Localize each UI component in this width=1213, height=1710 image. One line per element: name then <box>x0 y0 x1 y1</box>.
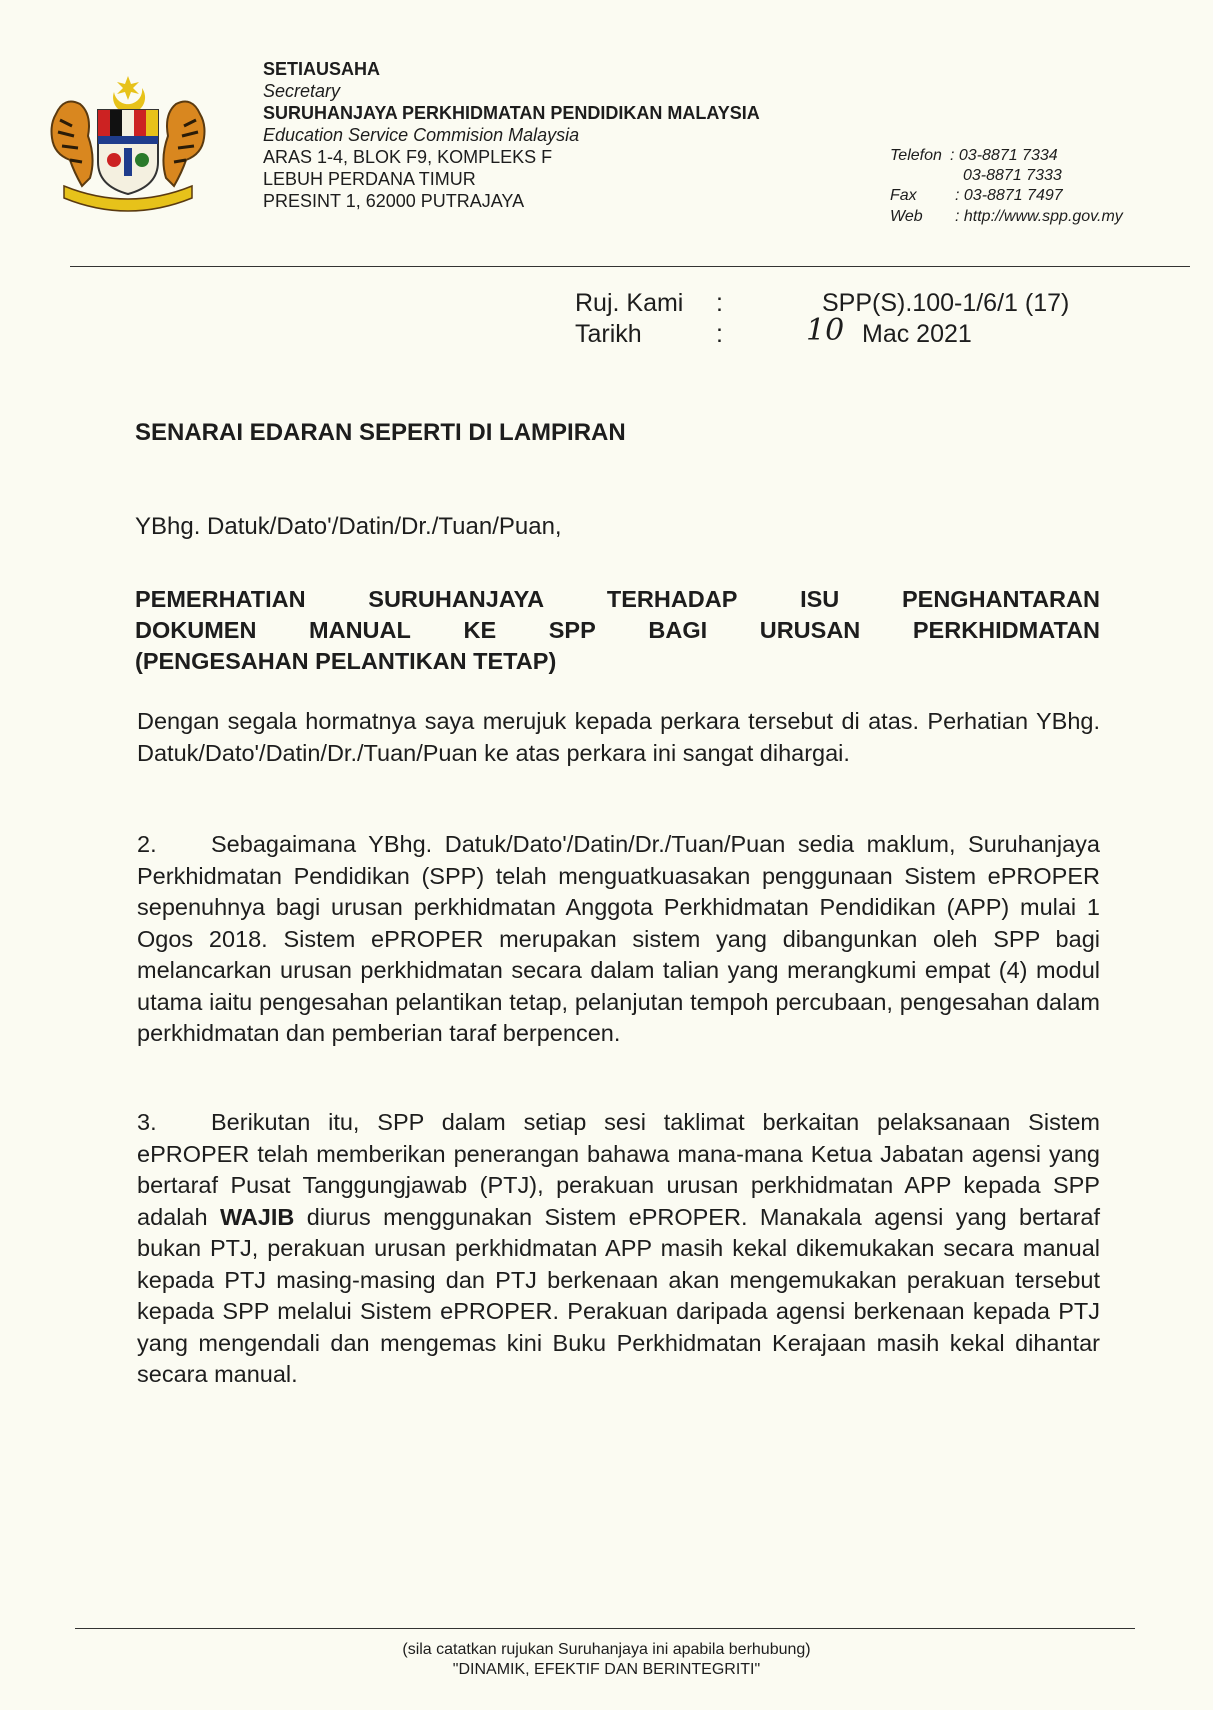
fax-number: : 03-8871 7497 <box>955 187 1063 204</box>
footer-divider <box>75 1628 1135 1629</box>
date-day-handwritten: 10 <box>806 313 845 348</box>
paragraph-2-number: 2. <box>137 831 157 857</box>
organization-name-en: Education Service Commision Malaysia <box>263 125 580 145</box>
date-separator: : <box>716 320 723 348</box>
recipient-heading: SENARAI EDARAN SEPERTI DI LAMPIRAN <box>135 419 626 446</box>
paragraph-3-emphasis: WAJIB <box>219 1203 295 1230</box>
date-month-year: Mac 2021 <box>862 320 972 348</box>
paragraph-1: Dengan segala hormatnya saya merujuk kepada perkara tersebut di atas. Perhatian YBhg. Datuk/Dato'/Datin/Dr./Tuan/Puan ke atas perkara ini sangat dihargai. <box>137 708 1100 766</box>
office-title-en: Secretary <box>263 81 341 101</box>
header-divider <box>70 266 1190 267</box>
web-label: Web <box>890 208 923 225</box>
subject-heading <box>135 584 1100 677</box>
web-link: : http://www.spp.gov.my <box>955 208 1123 225</box>
date-label: Tarikh <box>575 320 642 348</box>
paragraph-2-text: Sebagaimana YBhg. Datuk/Dato'/Datin/Dr./Tuan/Puan sedia maklum, Suruhanjaya Perkhidmatan Pendidikan (SPP) telah menguatkuasakan penggunaan Sistem ePROPER sepenuhnya bagi urusan perkhidmatan Anggota Perkhidmatan Pendidikan (APP) mulai 1 Ogos 2018. Sistem ePROPER merupakan sistem yang dibangunkan oleh SPP bagi melancarkan urusan perkhidmatan secara dalam talian yang merangkumi empat (4) modul utama iaitu pengesahan pelantikan tetap, pelanjutan tempoh percubaan, pengesahan dalam perkhidmatan dan pemberian taraf berpencen. <box>137 831 1100 1046</box>
paragraph-3-text-b: diurus menggunakan Sistem ePROPER. Manakala agensi yang bertaraf bukan PTJ, perakuan urusan perkhidmatan APP masih kekal dikemukakan secara manual kepada PTJ masing-masing dan PTJ berkenaan akan mengemukakan perakuan tersebut kepada SPP melalui Sistem ePROPER. Perakuan daripada agensi berkenaan kepada PTJ yang mengendali dan mengemas kini Buku Perkhidmatan Kerajaan masih kekal dihantar secara manual. <box>137 1203 1101 1387</box>
phone-label: Telefon <box>890 147 942 164</box>
address-line-2: LEBUH PERDANA TIMUR <box>263 169 476 189</box>
phone-number-2: 03-8871 7333 <box>963 167 1062 184</box>
subject-line-3: (PENGESAHAN PELANTIKAN TETAP) <box>135 648 557 674</box>
ref-label: Ruj. Kami <box>575 289 684 317</box>
paragraph-2 <box>137 829 1100 1050</box>
ref-number: SPP(S).100-1/6/1 (17) <box>822 289 1070 317</box>
office-title: SETIAUSAHA <box>263 59 381 79</box>
address-line-3: PRESINT 1, 62000 PUTRAJAYA <box>263 191 525 211</box>
footer-motto: "DINAMIK, EFEKTIF DAN BERINTEGRITI" <box>452 1661 761 1678</box>
address-line-1: ARAS 1-4, BLOK F9, KOMPLEKS F <box>263 147 553 167</box>
paragraph-3 <box>137 1107 1100 1391</box>
paragraph-3-number: 3. <box>137 1109 157 1135</box>
footer-note: (sila catatkan rujukan Suruhanjaya ini apabila berhubung) <box>402 1641 811 1658</box>
fax-label: Fax <box>890 187 917 204</box>
ref-separator: : <box>716 289 723 317</box>
salutation: YBhg. Datuk/Dato'/Datin/Dr./Tuan/Puan, <box>135 513 562 540</box>
organization-name: SURUHANJAYA PERKHIDMATAN PENDIDIKAN MALAYSIA <box>263 103 760 123</box>
phone-number-1: : 03-8871 7334 <box>950 147 1058 164</box>
malaysia-coat-of-arms-logo <box>44 74 212 214</box>
paragraph-3-text-a: Berikutan itu, SPP dalam setiap sesi taklimat berkaitan pelaksanaan Sistem ePROPER telah memberikan penerangan bahawa mana-mana Ketua Jabatan agensi yang bertaraf Pusat Tanggungjawab (PTJ), perakuan urusan perkhidmatan APP kepada SPP adalah <box>137 1109 1100 1230</box>
subject-line-1: PEMERHATIAN SURUHANJAYA TERHADAP ISU PENGHANTARAN <box>135 586 1100 612</box>
subject-line-2: DOKUMEN MANUAL KE SPP BAGI URUSAN PERKHIDMATAN <box>135 617 1100 643</box>
